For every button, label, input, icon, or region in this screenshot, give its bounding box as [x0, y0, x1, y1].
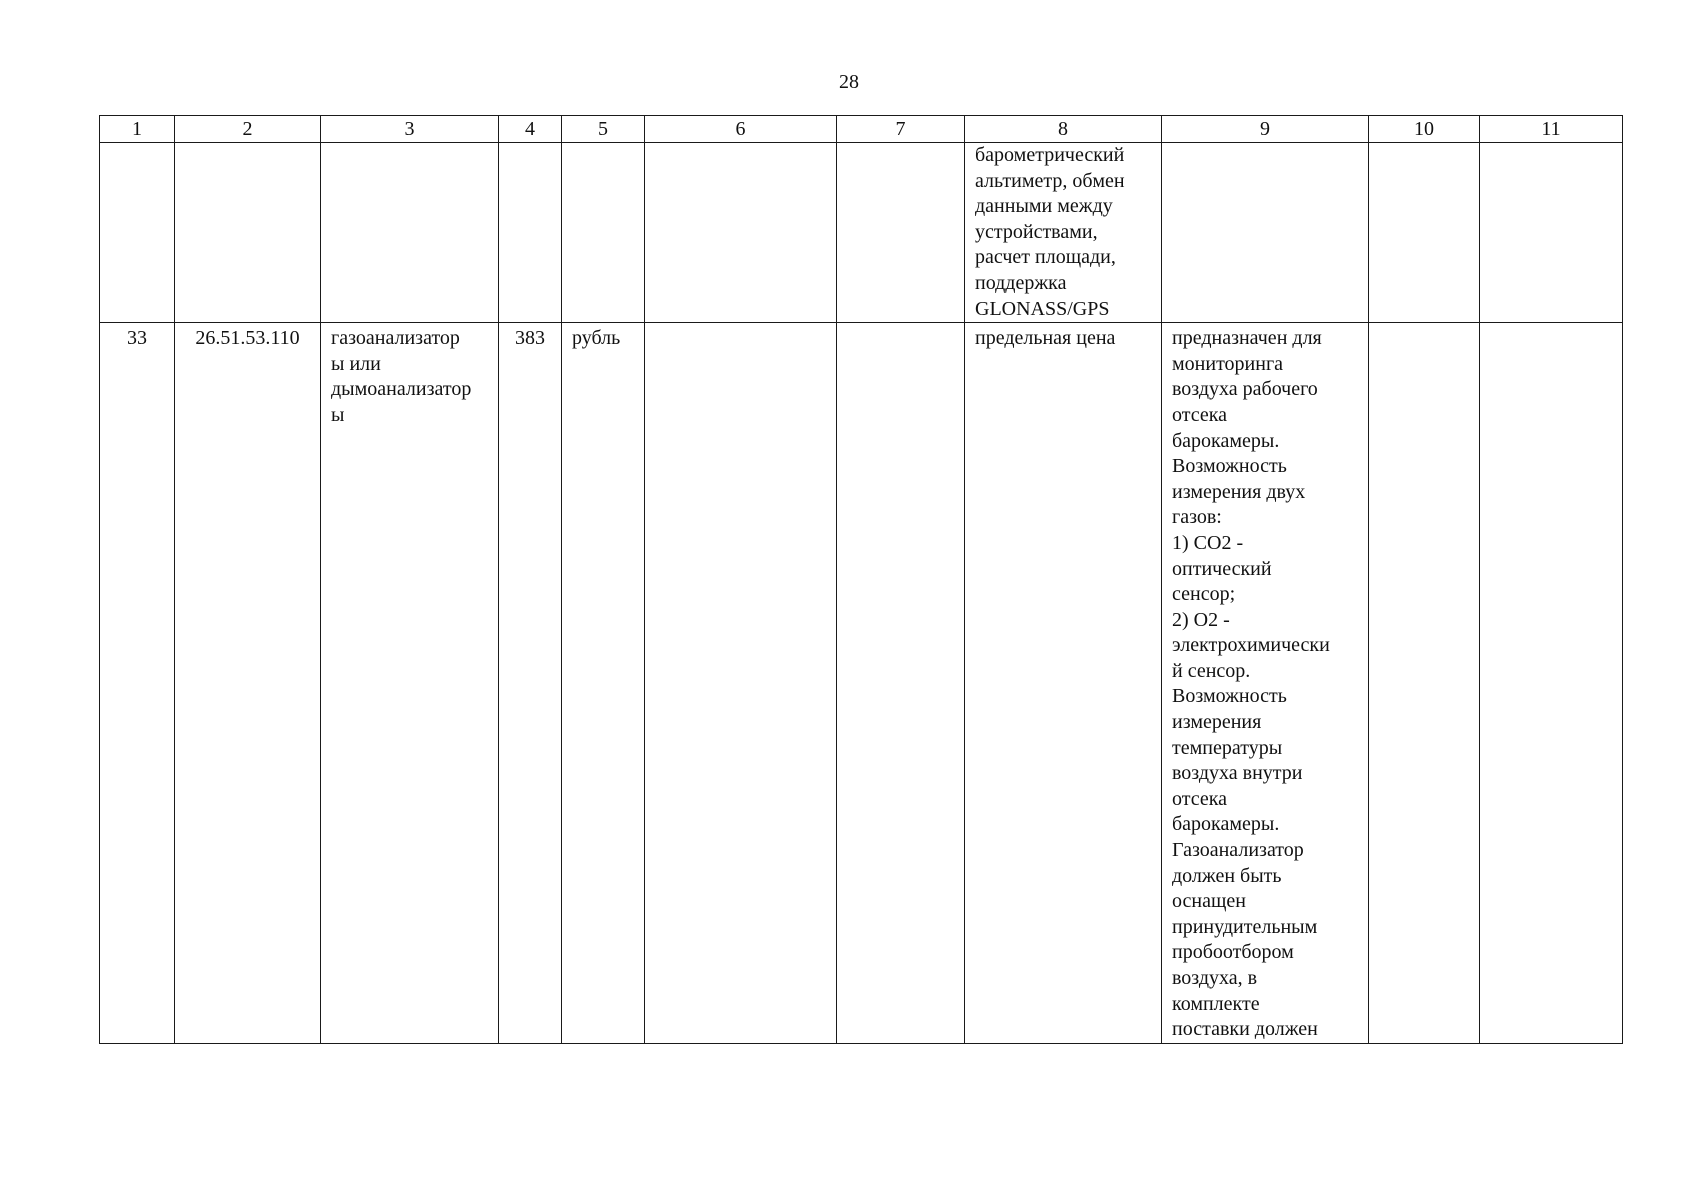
- column-header-5: 5: [562, 116, 645, 143]
- okpd-code-cell: [175, 323, 321, 1044]
- description-cell: [1162, 323, 1369, 1044]
- row-number-cell: [100, 323, 175, 1044]
- cell-text: предельная цена: [975, 327, 1116, 350]
- row-number-cell: [100, 143, 175, 323]
- cell-text: газоанализатор ы или дымоанализатор ы: [331, 327, 472, 426]
- table-row: [100, 143, 1623, 323]
- column-header-11: 11: [1480, 116, 1623, 143]
- unit-name-cell: [562, 143, 645, 323]
- unit-code-cell: [499, 323, 562, 1044]
- cell-text: барометрический альтиметр, обмен данными между устройствами, расчет площади, поддержка GLONASS/GPS: [975, 144, 1125, 320]
- item-name-cell: [321, 323, 499, 1044]
- column-header-3: 3: [321, 116, 499, 143]
- okpd-code-cell: [175, 143, 321, 323]
- unit-name-cell: [562, 323, 645, 1044]
- column-header-9: 9: [1162, 116, 1369, 143]
- column-11-cell: [1480, 323, 1623, 1044]
- description-cell: [1162, 143, 1369, 323]
- column-10-cell: [1369, 143, 1480, 323]
- specification-table: [99, 115, 1623, 1044]
- column-6-cell: [645, 323, 837, 1044]
- table-row: [100, 323, 1623, 1044]
- item-name-cell: [321, 143, 499, 323]
- column-header-10: 10: [1369, 116, 1480, 143]
- column-header-8: 8: [965, 116, 1162, 143]
- column-10-cell: [1369, 323, 1480, 1044]
- cell-text: предназначен для мониторинга воздуха рабочего отсека барокамеры. Возможность измерения двух газов: 1) СО2 - оптический сенсор; 2) О2 - электрохимически й сенсор. Возможность измерения температуры воздуха внутри отсека барокамеры. Газоанализатор должен быть оснащен принудительным пробоотбором воздуха, в комплекте поставки должен: [1172, 327, 1330, 1041]
- characteristics-cell: [965, 143, 1162, 323]
- column-6-cell: [645, 143, 837, 323]
- column-header-4: 4: [499, 116, 562, 143]
- page-number: 28: [839, 71, 859, 93]
- cell-text: 33: [127, 327, 147, 350]
- column-11-cell: [1480, 143, 1623, 323]
- column-header-1: 1: [100, 116, 175, 143]
- column-7-cell: [837, 323, 965, 1044]
- characteristics-cell: [965, 323, 1162, 1044]
- column-7-cell: [837, 143, 965, 323]
- cell-text: рубль: [572, 327, 621, 350]
- column-header-7: 7: [837, 116, 965, 143]
- unit-code-cell: [499, 143, 562, 323]
- column-header-2: 2: [175, 116, 321, 143]
- cell-text: 383: [515, 327, 545, 350]
- column-number-header-row: [100, 116, 1623, 143]
- column-header-6: 6: [645, 116, 837, 143]
- cell-text: 26.51.53.110: [195, 327, 300, 350]
